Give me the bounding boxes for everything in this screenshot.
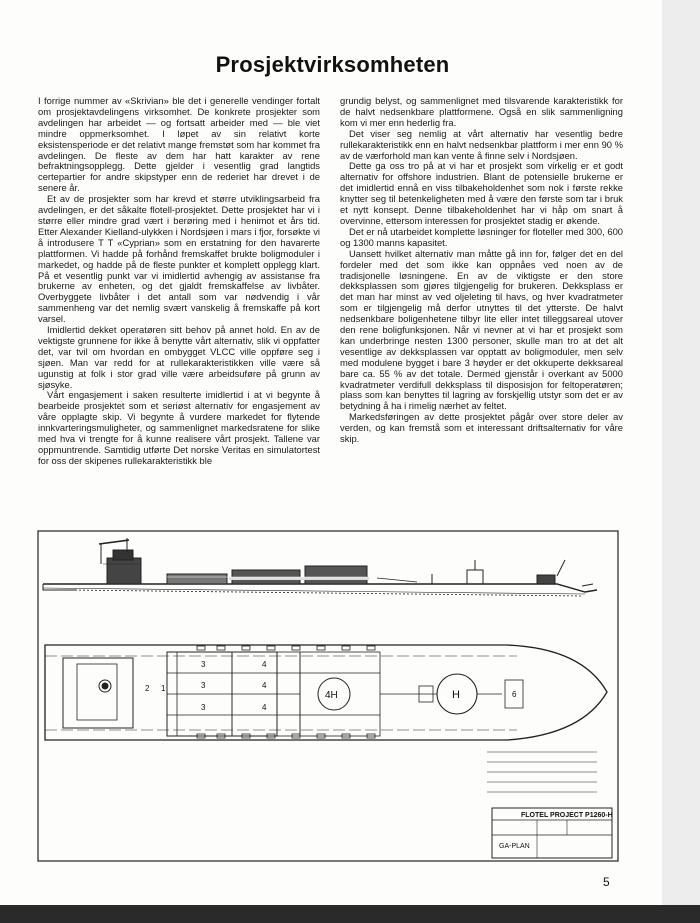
hold-number-label: 1 xyxy=(161,684,166,693)
paragraph: Det er nå utarbeidet komplette løsninger for floteller med 300, 600 og 1300 manns kapasitet. xyxy=(340,225,623,248)
paragraph: Det viser seg nemlig at vårt alternativ har vesentlig bedre rullekarakteristikk enn en halvt nedsenkbar plattform i mer enn 90 % av de værforhold man kan vente å finne selv i Nordsjøen. xyxy=(340,127,623,161)
hold-number-label: 3 xyxy=(201,703,206,712)
ship-drawing xyxy=(37,530,619,862)
paragraph: Markedsføringen av dette prosjektet pågår over store deler av verden, og kan fremstå som et interessant driftsalternativ for våre skip. xyxy=(340,411,623,445)
hold-number-label: 4 xyxy=(262,660,267,669)
hold-number-label: 2 xyxy=(145,684,150,693)
page-number: 5 xyxy=(603,875,610,889)
paragraph: I forrige nummer av «Skrivian» ble det i generelle vendinger fortalt om prosjektavdelingens virksomhet. De konkrete prosjekter som avdelingen har arbeidet — og fortsatt arbeider med — ble viet mindre oppmerksomhet. I løpet av sin relativt korte eksistensperiode er det relativt mange fremstøt som har kommet fra avdelingen. De fleste av dem har hatt karakter av rene befraktningsopplegg. Dette gjelder i vesentlig grad langtids certepartier for andre skipstyper enn de rederiet har drevet i de senere år. xyxy=(38,95,320,194)
left-text-column xyxy=(38,96,320,467)
page-title: Prosjektvirksomheten xyxy=(215,52,450,77)
side-elevation xyxy=(43,538,597,596)
hold-number-label: 3 xyxy=(201,660,206,669)
paragraph: Vårt engasjement i saken resulterte imidlertid i at vi begynte å bearbeide prosjektet som et seriøst alternativ for engasjement av våre opplagte skip. Vi begynte å vurdere markedet for flytende innkvarteringsmuligheter, og sammenlignet markedsratene for slike med hva vi trengte for å kunne realisere vårt prosjekt. Tallene var oppmuntrende. Samtidig utførte Det norske Veritas en simulatortest for oss der skipenes rullekarakteristikk ble xyxy=(38,389,320,466)
paragraph: Et av de prosjekter som har krevd et større utviklingsarbeid fra avdelingen, er det såkalte flotell-prosjektet. Dette prosjektet har vi i større eller mindre grad vært i berøring med i henimot et års tid. Etter Alexander Kielland-ulykken i Nordsjøen i mars i fjor, forsøkte vi å introdusere T T «Cyprian» som en erstatning for den havarerte plattformen. Vi hadde på forhånd fremskaffet brukte boligmoduler i markedet, og hadde på de fleste punkter et komplett opplegg klart. På et vesentlig punkt var vi imidlertid avhengig av assistanse fra brukerne av enheten, og det gjaldt fremskaffelse av livbåter. Overbyggete livbåter i det antall som var nødvendig i vår sammenheng var det nemlig svært vanskelig å fremskaffe på kort varsel. xyxy=(38,193,320,325)
hold-number-label: 3 xyxy=(201,681,206,690)
title-block-label: FLOTEL PROJECT P1260-H xyxy=(521,812,613,819)
hold-number-label: 4 xyxy=(262,703,267,712)
helideck-label: H xyxy=(452,689,460,701)
paragraph: Imidlertid dekket operatøren sitt behov på annet hold. En av de vektigste grunnene for ikke å benytte vårt alternativ, slik vi oppfatter det, var tvil om hvordan en ombygget VLCC ville oppføre seg i sjøen. Man var redd for at rullekarakteristikken ville være så ugunstig at folk i stor grad ville være arbeidsuføre på grunn av sjøsyke. xyxy=(38,324,320,390)
page-edge-shadow xyxy=(662,0,700,923)
paragraph: Dette ga oss tro på at vi har et prosjekt som virkelig er et godt alternativ for offshore industrien. Blant de potensielle brukerne er det imidlertid ennå en viss tilbakeholdenhet som nok i første rekke knytter seg til betenkeligheten med å være den første som tar i bruk et nytt konsept. Denne tilbakeholdenhet har vi håp om snart å overvinne, ettersom interessen for prosjektet stadig er økende. xyxy=(340,160,623,226)
paragraph: Uansett hvilket alternativ man måtte gå inn for, følger det en del fordeler med det som ikke kan oppnåes ved noen av de tradisjonelle løsningene. En av de viktigste er den store dekksplassen som gjøres tilgjengelig for brukeren. Dekksplass er det man har minst av ved oljeleting til havs, og hver kvadratmeter som er tilgjengelig må derfor utnyttes til det ytterste. De halvt nedsenkbare boligenhetene tilbyr lite eller intet tilleggsareal utover den rene boligfunksjonen. Når vi nevner at vi har et prosjekt som kan underbringe nesten 1300 personer, skulle man tro at det alt vesentlige av dekksplassen var opptatt av boligmoduler, men selv med modulene bygget i bare 3 høyder er det okkuperte dekksareal bare ca. 55 % av det totale. Dermed gjenstår i overkant av 5000 kvadratmeter verdifull dekksplass til disposisjon for feltoperatøren; plass som kan benyttes til lagring av forskjellig utstyr som det er av betydning å ha i rimelig nærhet av feltet. xyxy=(340,247,623,412)
paragraph: grundig belyst, og sammenlignet med tilsvarende karakteristikk for de halvt nedsenkbare plattformene. Også en slik sammenligning kom vi mer enn hederlig fra. xyxy=(340,95,623,128)
hold-number-label: 6 xyxy=(512,690,517,699)
right-text-column xyxy=(340,96,623,445)
hold-number-label: 4 xyxy=(262,681,267,690)
deck-plan xyxy=(45,645,612,858)
hatch-label: 4H xyxy=(325,690,338,701)
plan-label: GA-PLAN xyxy=(499,843,530,850)
page-bottom-border xyxy=(0,905,700,923)
